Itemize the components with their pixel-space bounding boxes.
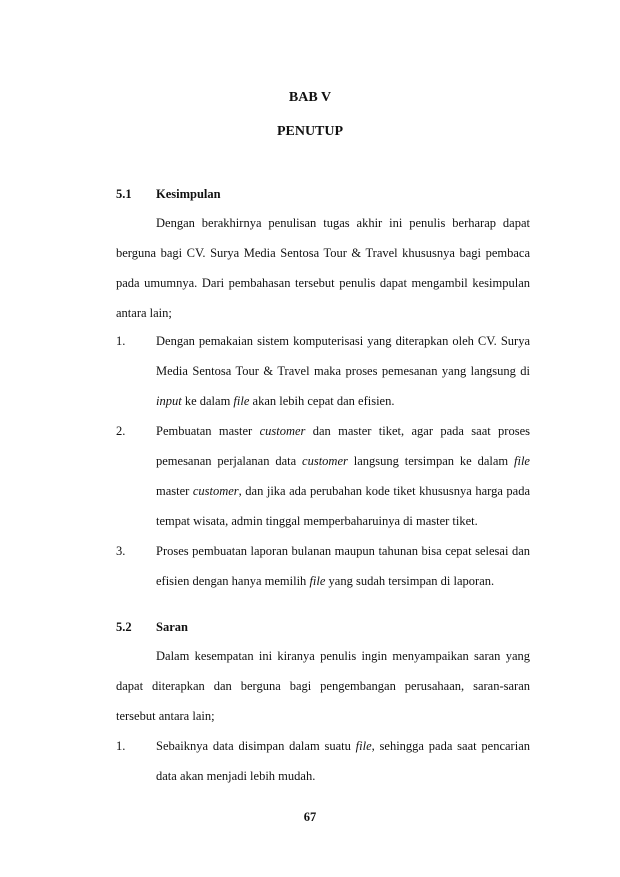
- list-item-number: 2.: [116, 424, 126, 438]
- list-item: [116, 536, 530, 596]
- section-number: 5.1: [116, 187, 132, 201]
- section-heading-saran: [116, 620, 188, 635]
- list-item: [116, 416, 530, 536]
- text-run: langsung tersimpan ke dalam: [347, 454, 515, 468]
- section-number: 5.2: [116, 620, 132, 634]
- italic-term: customer: [259, 424, 306, 438]
- section-title: Kesimpulan: [156, 187, 221, 201]
- text-run: Dengan pemakaian sistem komputerisasi yang diterapkan oleh CV. Surya Media Sentosa Tour & Travel maka proses pemesanan yang langsung di: [156, 334, 530, 378]
- text-run: dan master tiket, agar pada saat proses pemesanan perjalanan data: [156, 424, 530, 468]
- text-run: Proses pembuatan laporan bulanan maupun tahunan bisa cepat selesai dan efisien dengan hanya memilih: [156, 544, 530, 588]
- italic-term: customer: [302, 454, 348, 468]
- text-run: Pembuatan master: [156, 424, 260, 438]
- section-title: Saran: [156, 620, 188, 634]
- text-run: master: [156, 484, 193, 498]
- conclusion-list: [116, 326, 530, 596]
- italic-term: file: [233, 394, 250, 408]
- section-heading-kesimpulan: [116, 187, 221, 202]
- text-run: yang sudah tersimpan di laporan.: [325, 574, 495, 588]
- list-item: [116, 731, 530, 791]
- section-intro-paragraph: Dengan berakhirnya penulisan tugas akhir ini penulis berharap dapat berguna bagi CV. Surya Media Sentosa Tour & Travel khususnya bagi pembaca pada umumnya. Dari pembahasan tersebut penulis dapat mengambil kesimpulan antara lain;: [116, 216, 530, 320]
- suggestion-list: [116, 731, 530, 791]
- text-run: , dan jika ada perubahan kode tiket khususnya harga pada tempat wisata, admin tinggal memperbaharuinya di master tiket.: [156, 484, 530, 528]
- italic-term: file: [355, 739, 372, 753]
- text-run: akan lebih cepat dan efisien.: [249, 394, 395, 408]
- italic-term: file: [514, 454, 530, 468]
- list-item-number: 1.: [116, 334, 126, 348]
- text-run: , sehingga pada saat pencarian data akan menjadi lebih mudah.: [156, 739, 530, 783]
- page-number: 67: [303, 810, 317, 824]
- list-item: [116, 326, 530, 416]
- text-run: Sebaiknya data disimpan dalam suatu: [156, 739, 356, 753]
- italic-term: input: [156, 394, 182, 408]
- italic-term: file: [309, 574, 326, 588]
- chapter-label: BAB V: [288, 90, 332, 105]
- list-item-number: 1.: [116, 739, 126, 753]
- chapter-title: PENUTUP: [276, 124, 344, 139]
- section-intro-paragraph: Dalam kesempatan ini kiranya penulis ingin menyampaikan saran yang dapat diterapkan dan berguna bagi pengembangan perusahaan, saran-saran tersebut antara lain;: [116, 649, 530, 723]
- text-run: ke dalam: [181, 394, 234, 408]
- italic-term: customer: [192, 484, 239, 498]
- list-item-number: 3.: [116, 544, 126, 558]
